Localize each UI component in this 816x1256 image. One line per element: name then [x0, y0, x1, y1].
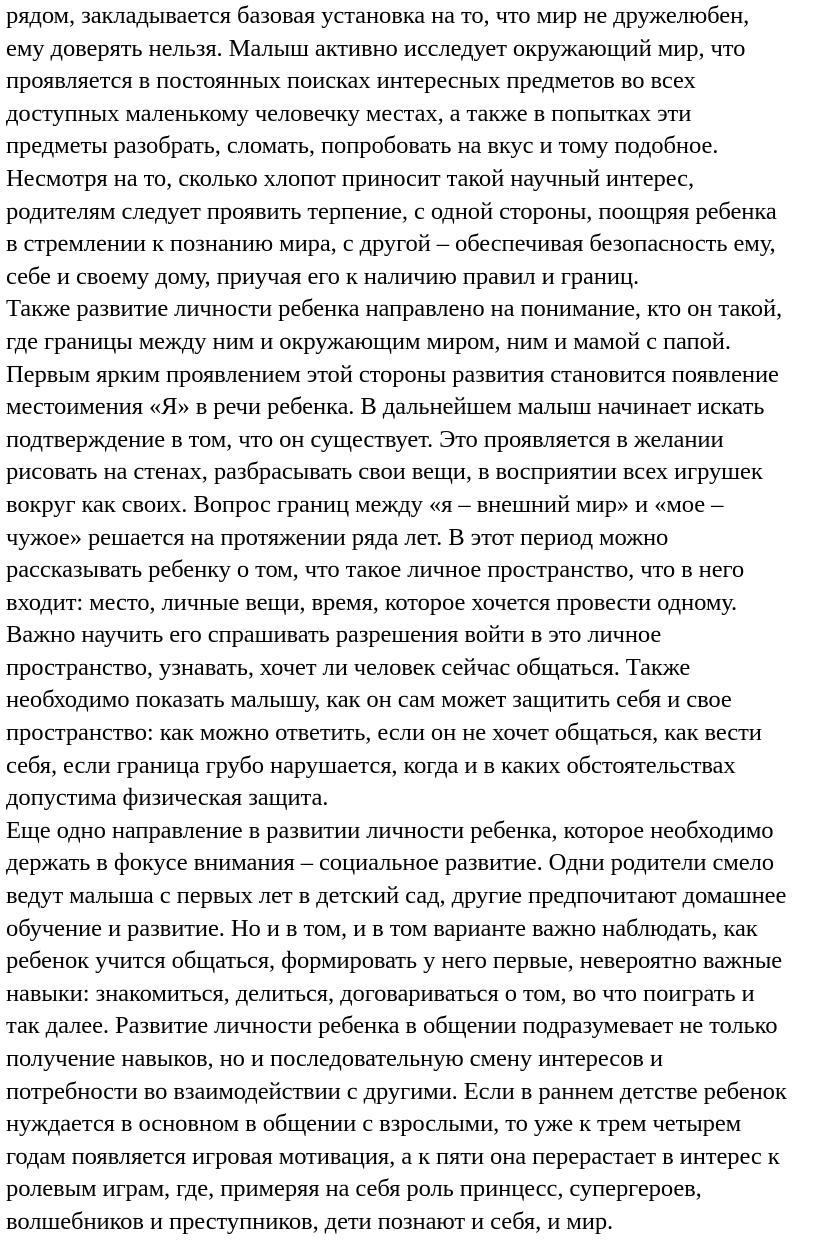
text-line: рядом, закладывается базовая установка на то, что мир не дружелюбен,	[6, 2, 750, 29]
text-line: пространство: как можно ответить, если он не хочет общаться, как вести	[6, 719, 762, 747]
text-line: где границы между ним и окружающим миром, ним и мамой с папой.	[6, 327, 731, 355]
text-line: вокруг как своих. Вопрос границ между «я – внешний мир» и «мое –	[6, 490, 724, 518]
text-line: чужое» решается на протяжении ряда лет. В этот период можно	[6, 523, 669, 551]
text-line: местоимения «Я» в речи ребенка. В дальнейшем малыш начинает искать	[6, 393, 765, 421]
text-line: доступных маленькому человечку местах, а также в попытках эти	[6, 99, 692, 127]
text-line: необходимо показать малышу, как он сам может защитить себя и свое	[6, 686, 732, 714]
text-line: ролевым играм, где, примеряя на себя роль принцесс, супергероев,	[6, 1175, 702, 1203]
text-line: нуждается в основном в общении с взрослыми, то уже к трем четырем	[6, 1110, 742, 1138]
text-line: входит: место, личные вещи, время, которое хочется провести одному.	[6, 588, 738, 616]
text-line: рассказывать ребенку о том, что такое личное пространство, что в него	[6, 556, 745, 584]
text-line: Важно научить его спрашивать разрешения войти в это личное	[6, 621, 662, 649]
text-line: в стремлении к познанию мира, с другой – обеспечивая безопасность ему,	[6, 230, 776, 258]
text-line: держать в фокусе внимания – социальное развитие. Одни родители смело	[6, 849, 774, 877]
body-text	[6, 0, 814, 1239]
text-line: Также развитие личности ребенка направлено на понимание, кто он такой,	[6, 295, 783, 323]
text-line: себя, если граница грубо нарушается, когда и в каких обстоятельствах	[6, 751, 736, 779]
text-line: Первым ярким проявлением этой стороны развития становится появление	[6, 360, 779, 388]
text-line: ведут малыша с первых лет в детский сад, другие предпочитают домашнее	[6, 882, 787, 910]
text-line: получение навыков, но и последовательную смену интересов и	[6, 1045, 663, 1072]
text-line: так далее. Развитие личности ребенка в общении подразумевает не только	[6, 1012, 778, 1040]
text-line: родителям следует проявить терпение, с одной стороны, поощряя ребенка	[6, 197, 777, 225]
text-line: ему доверять нельзя. Малыш активно исследует окружающий мир, что	[6, 34, 746, 62]
text-line: годам появляется игровая мотивация, а к пяти она перерастает в интерес к	[6, 1142, 780, 1170]
text-line: рисовать на стенах, разбрасывать свои вещи, в восприятии всех игрушек	[6, 458, 763, 486]
text-line: Несмотря на то, сколько хлопот приносит такой научный интерес,	[6, 164, 695, 192]
text-line: пространство, узнавать, хочет ли человек сейчас общаться. Также	[6, 653, 691, 681]
text-line: потребности во взаимодействии с другими. Если в раннем детстве ребенок	[6, 1077, 787, 1105]
text-line: проявляется в постоянных поисках интересных предметов во всех	[6, 67, 696, 95]
text-line: Еще одно направление в развитии личности ребенка, которое необходимо	[6, 816, 774, 844]
text-line: подтверждение в том, что он существует. Это проявляется в желании	[6, 425, 724, 453]
text-line: обучение и развитие. Но и в том, и в том варианте важно наблюдать, как	[6, 914, 758, 942]
text-line: допустима физическая защита.	[6, 784, 329, 812]
text-line: навыки: знакомиться, делиться, договариваться о том, во что поиграть и	[6, 979, 755, 1007]
text-line: себе и своему дому, приучая его к наличию правил и границ.	[6, 262, 640, 290]
text-line: предметы разобрать, сломать, попробовать на вкус и тому подобное.	[6, 132, 719, 160]
text-line: ребенок учится общаться, формировать у него первые, невероятно важные	[6, 947, 783, 975]
text-line: волшебников и преступников, дети познают и себя, и мир.	[6, 1207, 614, 1235]
